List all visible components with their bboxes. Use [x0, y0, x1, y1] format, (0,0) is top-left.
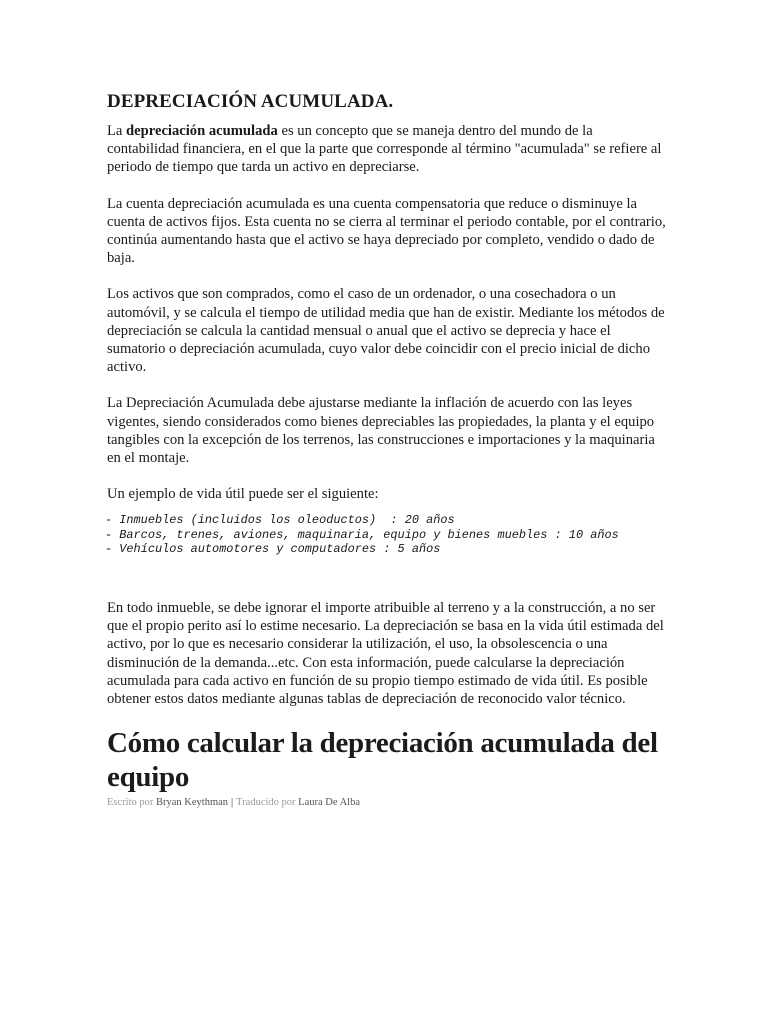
paragraph-assets: Los activos que son comprados, como el caso de un ordenador, o una cosechadora o un automóvil, y se calcula el tiempo de utilidad media que han de existir. Mediante los métodos de depreciación se calcula la cantidad mensual o anual que el activo se deprecia y hace el sumatorio o depreciación acumulada, cuyo valor debe coincidir con el precio inicial de dicho activo. — [107, 286, 665, 376]
useful-life-examples — [105, 513, 667, 557]
closing-paragraph: En todo inmueble, se debe ignorar el importe atribuible al terreno y a la construcción, a no ser que el propio perito así lo estime necesario. La depreciación se basa en la vida útil estimada del activo, por lo que es necesario considerar la utilización, el uso, la obsolescencia o una disminución de la demanda...etc. Con esta información, puede calcularse la depreciación acumulada para cada activo en función de su propio tiempo estimado de vida útil. Es posible obtener estos datos mediante algunas tablas de depreciación de reconocido valor técnico. — [107, 599, 664, 707]
author-link[interactable]: Bryan Keythman — [156, 797, 229, 809]
byline-written-label: Escrito por — [107, 797, 156, 809]
byline — [107, 796, 667, 810]
document-title: DEPRECIACIÓN ACUMULADA. — [107, 91, 394, 112]
translator-link[interactable]: Laura De Alba — [298, 797, 360, 809]
document-page — [107, 90, 667, 810]
paragraph-contra-account: La cuenta depreciación acumulada es una cuenta compensatoria que reduce o disminuye la cuenta de activos fijos. Esta cuenta no se cierra al terminar el periodo contable, por el contrario, continúa aumentando hasta que el activo se haya depreciado por completo, vendido o dado de baja. — [107, 195, 666, 267]
byline-separator: | — [231, 797, 234, 809]
paragraph-example-intro: Un ejemplo de vida útil puede ser el siguiente: — [107, 486, 379, 503]
intro-prefix: La — [107, 123, 127, 139]
example-line: - Inmuebles (incluidos los oleoductos) : 20 años — [105, 513, 455, 528]
intro-rest: es un concepto que se maneja dentro del mundo de la contabilidad financiera, en el que la parte que corresponde al término "acumulada" se refiere al periodo de tiempo que tarda un activo en depreciarse. — [107, 123, 662, 176]
paragraph-inflation: La Depreciación Acumulada debe ajustarse mediante la inflación de acuerdo con las leyes vigentes, siendo considerados como bienes depreciables las propiedades, la planta y el equipo tangibles con la excepción de los terrenos, las construcciones e importaciones y la maquinaria en el montaje. — [107, 395, 655, 467]
intro-paragraph — [107, 122, 667, 177]
section-heading: Cómo calcular la depreciación acumulada del equipo — [107, 727, 658, 794]
intro-bold-term: depreciación acumulada — [126, 123, 278, 139]
byline-translated-label: Traducido por — [236, 797, 299, 809]
example-line: - Barcos, trenes, aviones, maquinaria, equipo y bienes muebles : 10 años — [105, 527, 619, 542]
example-line: - Vehículos automotores y computadores : 5 años — [105, 542, 441, 557]
